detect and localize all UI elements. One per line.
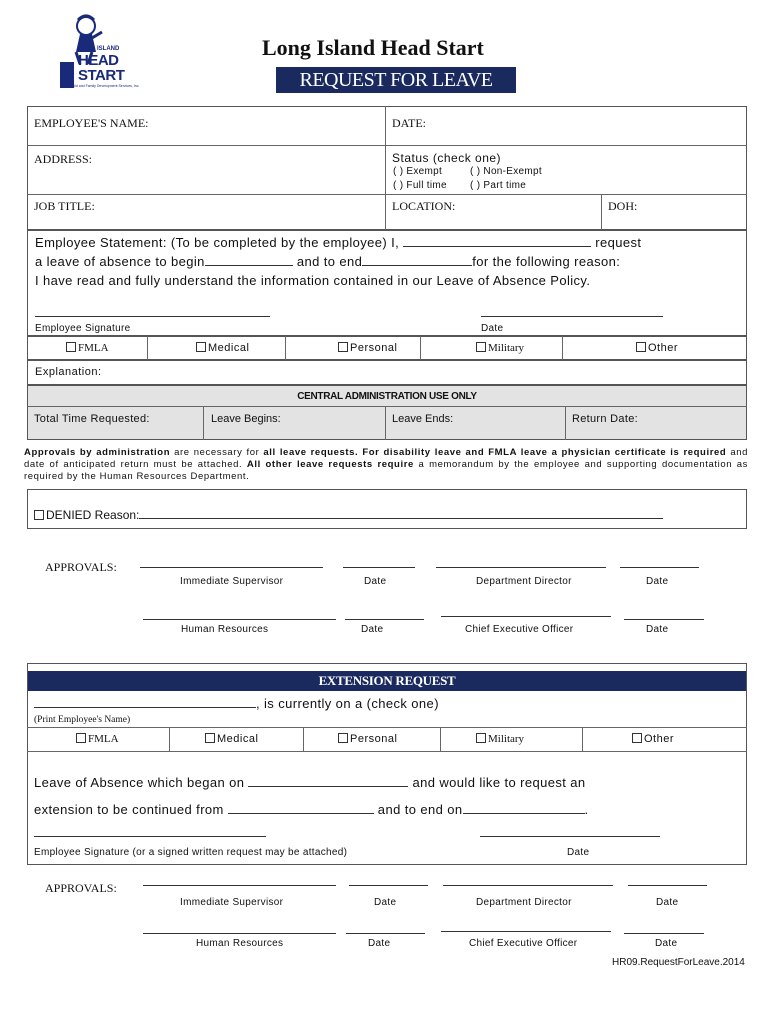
ext-medical-checkbox[interactable] [205,733,215,743]
job-title-label: JOB TITLE: [34,199,95,213]
ext-signature-label: Employee Signature (or a signed written request may be attached) [34,847,348,858]
ext-personal-checkbox[interactable] [338,733,348,743]
personal-checkbox[interactable] [338,342,348,352]
approver-label: Department Director [476,576,572,587]
logo-line3: START [78,67,125,84]
approval-line[interactable] [343,567,415,568]
extension-box [27,663,747,865]
extension-line1: Leave of Absence which began on and would like to request an [34,775,586,790]
status-non-exempt[interactable]: ( ) Non-Exempt [470,166,542,177]
continued-from-blank[interactable] [228,802,374,814]
approval-line[interactable] [620,567,699,568]
logo [56,12,138,90]
end-on-blank[interactable] [463,802,585,814]
employee-signature-line[interactable] [35,316,270,317]
location-label: LOCATION: [392,199,456,213]
approval-line[interactable] [624,619,704,620]
approval-line[interactable] [441,616,611,617]
leave-begin-blank[interactable] [205,254,293,266]
denied-reason[interactable]: DENIED Reason: [34,507,663,522]
logo-tagline: L.I. Child and Family Development Services, Inc. [64,84,140,88]
approval-line[interactable] [140,567,323,568]
approver-label: Date [374,897,397,908]
leave-type-fmla[interactable]: FMLA [66,342,109,354]
approval-line[interactable] [436,567,606,568]
ext-military-checkbox[interactable] [476,733,486,743]
approver-label: Human Resources [196,938,284,949]
began-on-blank[interactable] [248,775,408,787]
signature-date-line[interactable] [481,316,663,317]
approver-label: Date [364,576,387,587]
approval-line[interactable] [441,931,611,932]
approval-line[interactable] [349,885,428,886]
explanation-label: Explanation: [35,366,102,378]
approvals-label: APPROVALS: [45,560,117,574]
approval-line[interactable] [443,885,613,886]
ext-other-checkbox[interactable] [632,733,642,743]
total-time-label: Total Time Requested: [34,413,150,425]
approver-label: Date [646,624,669,635]
approval-line[interactable] [143,933,336,934]
fmla-checkbox[interactable] [66,342,76,352]
print-name-label: (Print Employee's Name) [34,715,131,725]
signature-date-label: Date [481,323,504,334]
status-label: Status (check one) [392,151,502,165]
approver-label: Chief Executive Officer [469,938,578,949]
leave-type-personal[interactable]: Personal [338,342,397,354]
ext-date-line[interactable] [480,836,660,837]
status-exempt[interactable]: ( ) Exempt [393,166,443,177]
statement-line1: Employee Statement: (To be completed by the employee) I, request [35,235,642,250]
approver-label: Department Director [476,897,572,908]
employee-name-label: EMPLOYEE'S NAME: [34,116,149,130]
approver-label: Date [361,624,384,635]
date-label: DATE: [392,116,426,130]
form-code: HR09.RequestForLeave.2014 [612,957,745,968]
approver-label: Date [646,576,669,587]
ext-leave-type-military[interactable]: Military [476,733,524,745]
employee-signature-label: Employee Signature [35,323,131,334]
status-part-time[interactable]: ( ) Part time [470,180,527,191]
leave-end-blank[interactable] [362,254,472,266]
statement-line2: a leave of absence to begin and to end for the following reason: [35,254,621,269]
ext-leave-type-medical[interactable]: Medical [205,733,258,745]
denied-reason-blank[interactable] [139,507,663,519]
approval-line[interactable] [624,933,704,934]
approvals-note: Approvals by administration are necessary for all leave requests. For disability leave and FMLA leave a physician certificate is required and date of anticipated return must be attached. All other leave requests require a memorandum by the employee and supporting documentation as required by the Human Resources Department. [24,447,748,482]
ext-date-label: Date [567,847,590,858]
denied-checkbox[interactable] [34,510,44,520]
extension-currently-on: , is currently on a (check one) [34,696,439,711]
ext-leave-type-other[interactable]: Other [632,733,674,745]
approver-label: Immediate Supervisor [180,576,284,587]
leave-type-medical[interactable]: Medical [196,342,249,354]
approval-line[interactable] [143,885,336,886]
status-full-time[interactable]: ( ) Full time [393,180,447,191]
employee-name-blank[interactable] [403,235,591,247]
logo-line1: LONG ISLAND [78,46,120,52]
approver-label: Chief Executive Officer [465,624,574,635]
approver-label: Human Resources [181,624,269,635]
doh-label: DOH: [608,199,638,213]
leave-type-military[interactable]: Military [476,342,524,354]
approver-label: Immediate Supervisor [180,897,284,908]
address-label: ADDRESS: [34,152,93,166]
extension-heading: EXTENSION REQUEST [318,673,456,688]
leave-type-other[interactable]: Other [636,342,678,354]
extension-line2: extension to be continued from and to end on . [34,802,589,817]
explanation-row[interactable] [27,360,747,385]
approver-label: Date [368,938,391,949]
form-title: REQUEST FOR LEAVE [276,67,516,93]
ext-leave-type-personal[interactable]: Personal [338,733,397,745]
military-checkbox[interactable] [476,342,486,352]
ext-signature-line[interactable] [34,836,266,837]
print-name-blank[interactable] [34,696,256,708]
central-admin-heading: CENTRAL ADMINISTRATION USE ONLY [297,391,477,402]
approval-line[interactable] [143,619,336,620]
ext-leave-type-fmla[interactable]: FMLA [76,733,119,745]
other-checkbox[interactable] [636,342,646,352]
leave-begins-label: Leave Begins: [211,413,281,425]
org-title: Long Island Head Start [262,35,484,60]
statement-line3: I have read and fully understand the information contained in our Leave of Absence Policy. [35,273,591,288]
approval-line[interactable] [628,885,707,886]
approval-line[interactable] [345,619,424,620]
return-date-label: Return Date: [572,413,638,425]
logo-line2: HEAD [78,52,119,69]
approver-label: Date [656,897,679,908]
ext-fmla-checkbox[interactable] [76,733,86,743]
approval-line[interactable] [346,933,425,934]
leave-ends-label: Leave Ends: [392,413,454,425]
medical-checkbox[interactable] [196,342,206,352]
approvals2-label: APPROVALS: [45,881,117,895]
approver-label: Date [655,938,678,949]
